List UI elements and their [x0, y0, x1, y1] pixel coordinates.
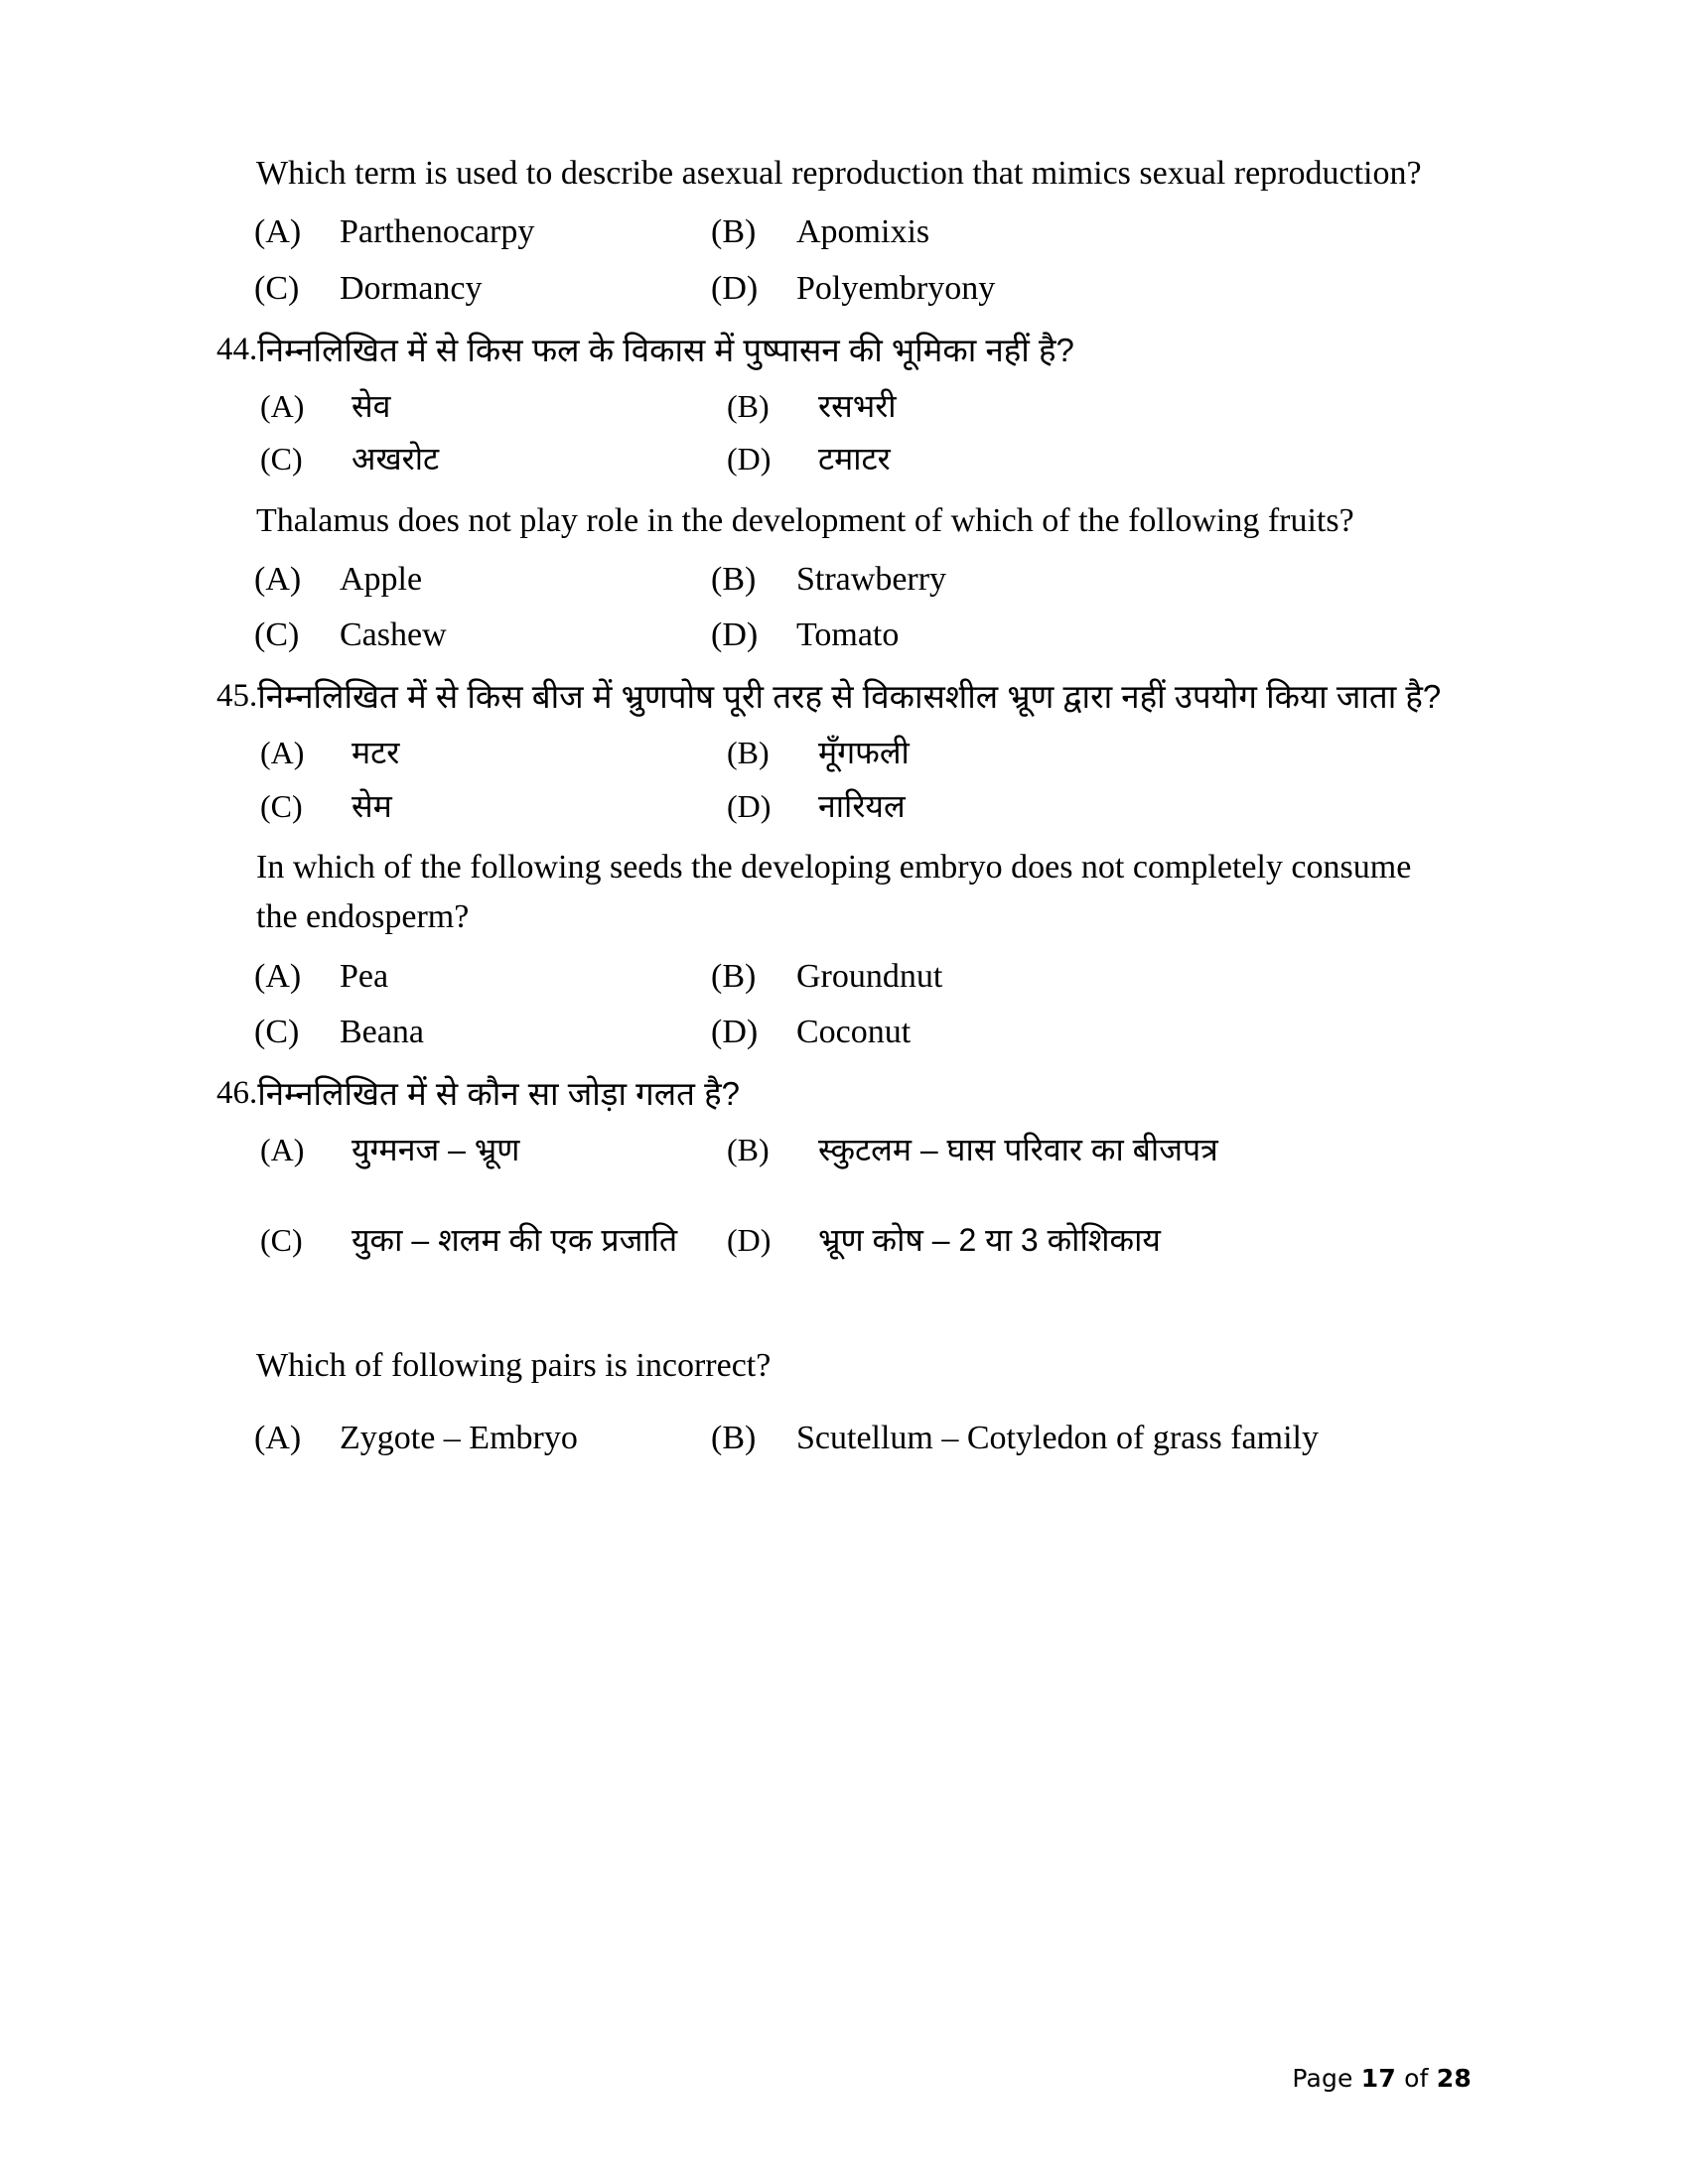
page-footer-prefix: Page: [1292, 2064, 1361, 2093]
question-stem: [216, 1070, 1458, 1118]
option-text: रसभरी: [818, 387, 897, 424]
option-text: युका – शलम की एक प्रजाति: [352, 1222, 678, 1259]
option-grid: [216, 1411, 1458, 1506]
block-spacer: [216, 1395, 1458, 1405]
question-number: 45.: [216, 678, 258, 715]
option-b[interactable]: [683, 1124, 1458, 1214]
option-label: (A): [260, 387, 305, 424]
option-b[interactable]: [673, 205, 1458, 260]
option-text: Groundnut: [796, 957, 943, 995]
question-stem-text: Which of following pairs is incorrect?: [256, 1346, 772, 1384]
option-a[interactable]: [216, 949, 673, 1005]
option-text: Cashew: [340, 616, 447, 654]
option-text: अखरोट: [352, 441, 440, 478]
option-text: Coconut: [796, 1014, 912, 1051]
option-label: (C): [260, 441, 303, 478]
option-label: (D): [727, 441, 772, 478]
option-text: Apple: [340, 560, 423, 598]
question-block-q46-hi: [216, 1070, 1458, 1304]
option-label: (B): [727, 735, 770, 771]
option-b[interactable]: [673, 552, 1458, 608]
question-block-q43-en: [216, 149, 1458, 317]
option-label: (C): [254, 1014, 300, 1051]
option-text: मटर: [352, 735, 400, 771]
option-label: (D): [711, 616, 759, 654]
option-text: Zygote – Embryo: [340, 1419, 578, 1456]
option-text: Tomato: [796, 616, 900, 654]
option-text: Scutellum – Cotyledon of grass family: [796, 1419, 1319, 1456]
option-d[interactable]: [683, 433, 1458, 485]
option-text: Beana: [340, 1014, 424, 1051]
option-label: (C): [260, 787, 303, 824]
option-grid: [216, 552, 1458, 664]
question-list: [216, 149, 1458, 1516]
option-grid: [216, 380, 1458, 486]
option-c[interactable]: [216, 780, 683, 833]
option-text: Strawberry: [796, 560, 947, 598]
question-block-q45-hi: [216, 673, 1458, 833]
option-text: Polyembryony: [796, 269, 996, 307]
question-number: 46.: [216, 1075, 258, 1112]
page-footer-middle: of: [1396, 2064, 1437, 2093]
option-text: Pea: [340, 957, 389, 995]
option-b[interactable]: [673, 1411, 1458, 1506]
option-grid: [216, 949, 1458, 1061]
option-c[interactable]: [216, 261, 673, 317]
option-d[interactable]: [673, 1005, 1458, 1060]
option-a[interactable]: [216, 552, 673, 608]
question-block-q46-en: [216, 1341, 1458, 1507]
option-label: (D): [727, 787, 772, 824]
option-d[interactable]: [683, 780, 1458, 833]
block-spacer: [216, 1315, 1458, 1341]
option-b[interactable]: [673, 949, 1458, 1005]
option-grid: [216, 1124, 1458, 1304]
option-text: नारियल: [818, 787, 906, 824]
option-d[interactable]: [673, 608, 1458, 663]
option-label: (B): [711, 957, 757, 995]
option-a[interactable]: [216, 1124, 683, 1214]
question-stem: [216, 149, 1458, 199]
option-label: (B): [711, 213, 757, 251]
option-label: (A): [254, 957, 302, 995]
question-stem: [216, 673, 1458, 721]
option-grid: [216, 205, 1458, 317]
option-label: (A): [260, 735, 305, 771]
option-label: (C): [260, 1222, 303, 1259]
question-stem: [216, 843, 1458, 943]
option-text: सेम: [352, 787, 392, 824]
option-a[interactable]: [216, 205, 673, 260]
option-label: (B): [711, 560, 757, 598]
option-d[interactable]: [673, 261, 1458, 317]
option-d[interactable]: [683, 1214, 1458, 1304]
option-b[interactable]: [683, 727, 1458, 779]
question-stem-text: Which term is used to describe asexual reproduction that mimics sexual reproduction?: [256, 155, 1422, 192]
option-c[interactable]: [216, 608, 673, 663]
question-stem-text: निम्नलिखित में से किस फल के विकास में पुष्पासन की भूमिका नहीं है?: [257, 331, 1074, 368]
option-label: (C): [254, 269, 300, 307]
option-label: (B): [727, 387, 770, 424]
question-block-q44-hi: [216, 327, 1458, 486]
option-label: (B): [727, 1132, 770, 1168]
option-label: (A): [254, 213, 302, 251]
question-block-q45-en: [216, 843, 1458, 1060]
option-text: युग्मनज – भ्रूण: [352, 1132, 520, 1168]
option-a[interactable]: [216, 727, 683, 779]
option-c[interactable]: [216, 1005, 673, 1060]
question-stem-text: निम्नलिखित में से कौन सा जोड़ा गलत है?: [257, 1075, 740, 1113]
option-c[interactable]: [216, 1214, 683, 1304]
page-number: 17: [1360, 2064, 1396, 2093]
option-text: टमाटर: [818, 441, 891, 478]
option-text: मूँगफली: [818, 735, 910, 771]
question-stem: [216, 496, 1458, 546]
option-label: (D): [711, 269, 759, 307]
option-a[interactable]: [216, 380, 683, 433]
option-label: (A): [260, 1132, 305, 1168]
option-label: (D): [727, 1222, 772, 1259]
page-footer: [1292, 2064, 1472, 2093]
option-text: स्कुटलम – घास परिवार का बीजपत्र: [818, 1132, 1218, 1168]
option-label: (C): [254, 616, 300, 654]
option-label: (A): [254, 560, 302, 598]
option-text: Parthenocarpy: [340, 213, 535, 251]
option-label: (D): [711, 1014, 759, 1051]
page-total: 28: [1436, 2064, 1472, 2093]
question-stem: [216, 327, 1458, 374]
option-c[interactable]: [216, 433, 683, 485]
option-text: Dormancy: [340, 269, 483, 307]
option-a[interactable]: [216, 1411, 673, 1506]
option-text: सेव: [352, 387, 391, 424]
option-b[interactable]: [683, 380, 1458, 433]
question-stem-text: Thalamus does not play role in the development of which of the following fruits?: [256, 501, 1354, 539]
question-stem-text: In which of the following seeds the developing embryo does not completely consume the endosperm?: [256, 849, 1412, 936]
option-label: (A): [254, 1419, 302, 1456]
question-stem: [216, 1341, 1458, 1391]
question-number: 44.: [216, 331, 258, 367]
option-grid: [216, 727, 1458, 833]
question-stem-text: निम्नलिखित में से किस बीज में भ्रुणपोष पूरी तरह से विकासशील भ्रूण द्वारा नहीं उपयोग किया जाता है?: [257, 678, 1442, 716]
question-block-q44-en: [216, 496, 1458, 664]
option-text: भ्रूण कोष – 2 या 3 कोशिकाय: [818, 1222, 1161, 1259]
option-label: (B): [711, 1419, 757, 1456]
option-text: Apomixis: [796, 213, 930, 251]
